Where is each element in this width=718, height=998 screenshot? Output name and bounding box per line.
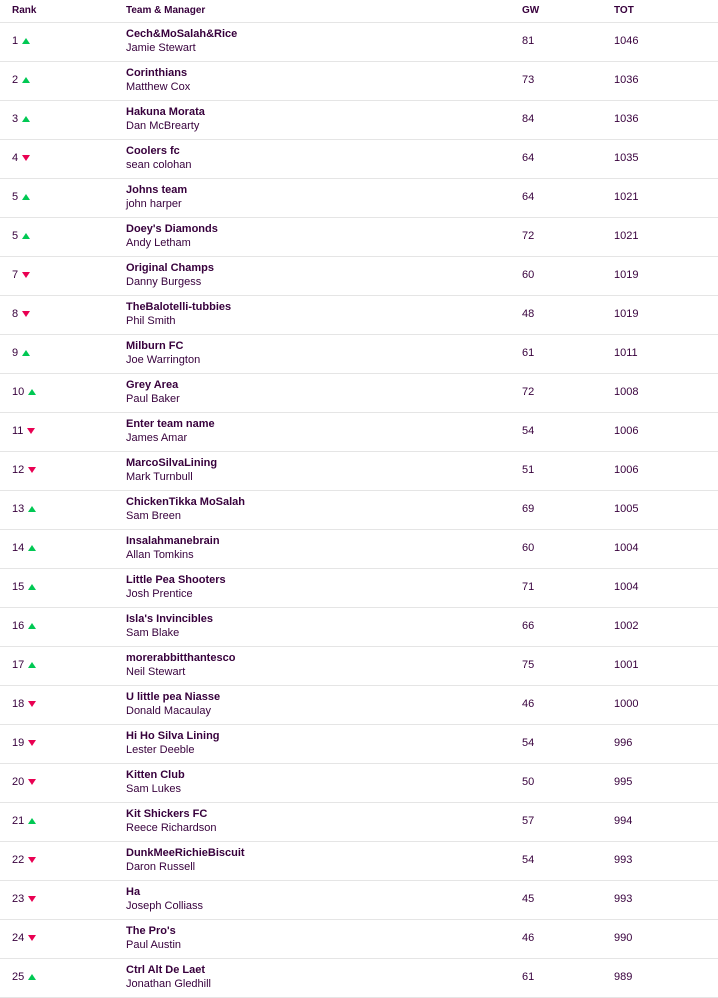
total-points: 1002 <box>614 620 639 632</box>
total-points: 1000 <box>614 698 639 710</box>
table-row[interactable] <box>0 140 718 179</box>
total-points: 1036 <box>614 74 639 86</box>
table-row[interactable] <box>0 374 718 413</box>
rank-number: 12 <box>12 464 25 476</box>
table-row[interactable] <box>0 218 718 257</box>
table-row[interactable] <box>0 569 718 608</box>
rank-cell <box>12 620 36 632</box>
total-points: 996 <box>614 737 633 749</box>
gameweek-points: 60 <box>522 542 535 554</box>
gameweek-points: 45 <box>522 893 535 905</box>
rank-number: 22 <box>12 854 25 866</box>
total-points: 1046 <box>614 35 639 47</box>
rank-up-arrow-icon <box>28 974 36 980</box>
rank-cell <box>12 152 30 164</box>
total-points: 1036 <box>614 113 639 125</box>
total-points: 1035 <box>614 152 639 164</box>
rank-cell <box>12 971 36 983</box>
rank-number: 17 <box>12 659 25 671</box>
total-points: 1001 <box>614 659 639 671</box>
total-points: 1006 <box>614 425 639 437</box>
manager-name: James Amar <box>126 432 188 444</box>
team-name-link[interactable]: U little pea Niasse <box>126 691 221 703</box>
rank-number: 13 <box>12 503 25 515</box>
rank-up-arrow-icon <box>28 545 36 551</box>
rank-cell <box>12 191 30 203</box>
rank-cell <box>12 737 36 749</box>
gameweek-points: 73 <box>522 74 535 86</box>
gameweek-points: 75 <box>522 659 535 671</box>
gameweek-points: 57 <box>522 815 535 827</box>
gameweek-points: 46 <box>522 698 535 710</box>
rank-up-arrow-icon <box>22 77 30 83</box>
gameweek-points: 84 <box>522 113 535 125</box>
table-row[interactable] <box>0 881 718 920</box>
team-name-link[interactable]: morerabbitthantesco <box>126 652 236 664</box>
table-row[interactable] <box>0 491 718 530</box>
rank-cell <box>12 503 36 515</box>
rank-up-arrow-icon <box>28 389 36 395</box>
rank-cell <box>12 815 36 827</box>
total-points: 1019 <box>614 269 639 281</box>
rank-cell <box>12 581 36 593</box>
total-points: 990 <box>614 932 633 944</box>
table-row[interactable] <box>0 257 718 296</box>
manager-name: Donald Macaulay <box>126 705 211 717</box>
team-name-link[interactable]: Hakuna Morata <box>126 106 205 118</box>
manager-name: Sam Lukes <box>126 783 182 795</box>
team-name-link[interactable]: TheBalotelli-tubbies <box>126 301 232 313</box>
rank-column-header: Rank <box>12 5 37 16</box>
total-points: 1019 <box>614 308 639 320</box>
gameweek-points: 54 <box>522 737 535 749</box>
manager-name: Daron Russell <box>126 861 196 873</box>
table-row[interactable] <box>0 530 718 569</box>
total-points: 1021 <box>614 191 639 203</box>
team-name-link[interactable]: Hi Ho Silva Lining <box>126 730 220 742</box>
rank-down-arrow-icon <box>27 428 35 434</box>
total-points: 995 <box>614 776 633 788</box>
gameweek-points: 66 <box>522 620 535 632</box>
table-row[interactable] <box>0 452 718 491</box>
rank-number: 11 <box>12 425 24 437</box>
team-name-link[interactable]: Ctrl Alt De Laet <box>126 964 206 976</box>
rank-up-arrow-icon <box>28 506 36 512</box>
team-manager-column-header: Team & Manager <box>126 5 206 16</box>
table-row[interactable] <box>0 608 718 647</box>
team-name-link[interactable]: MarcoSilvaLining <box>126 457 218 469</box>
rank-up-arrow-icon <box>22 233 30 239</box>
rank-cell <box>12 698 36 710</box>
gameweek-points: 60 <box>522 269 535 281</box>
rank-number: 18 <box>12 698 25 710</box>
team-name-link[interactable]: Cech&MoSalah&Rice <box>126 28 238 40</box>
gameweek-points: 64 <box>522 191 535 203</box>
team-name-link[interactable]: The Pro's <box>126 925 176 937</box>
rank-down-arrow-icon <box>22 272 30 278</box>
rank-down-arrow-icon <box>28 935 36 941</box>
rank-up-arrow-icon <box>22 116 30 122</box>
manager-name: Lester Deeble <box>126 744 195 756</box>
rank-up-arrow-icon <box>28 623 36 629</box>
rank-number: 8 <box>12 308 19 320</box>
rank-cell <box>12 464 36 476</box>
rank-number: 16 <box>12 620 25 632</box>
rank-cell <box>12 932 36 944</box>
team-name-link[interactable]: Milburn FC <box>126 340 184 352</box>
gameweek-points: 54 <box>522 854 535 866</box>
team-name-link[interactable]: Original Champs <box>126 262 215 274</box>
rank-number: 21 <box>12 815 25 827</box>
rank-number: 20 <box>12 776 25 788</box>
table-row[interactable] <box>0 23 718 62</box>
gameweek-points: 50 <box>522 776 535 788</box>
table-row[interactable] <box>0 686 718 725</box>
gameweek-points: 54 <box>522 425 535 437</box>
rank-number: 5 <box>12 230 19 242</box>
gameweek-points: 69 <box>522 503 535 515</box>
team-name-link[interactable]: Kit Shickers FC <box>126 808 208 820</box>
rank-number: 25 <box>12 971 25 983</box>
team-name-link[interactable]: Grey Area <box>126 379 179 391</box>
table-row[interactable] <box>0 920 718 959</box>
team-name-link[interactable]: Coolers fc <box>126 145 180 157</box>
rank-cell <box>12 347 30 359</box>
rank-cell <box>12 386 36 398</box>
gameweek-points: 72 <box>522 386 535 398</box>
rank-down-arrow-icon <box>22 155 30 161</box>
rank-number: 15 <box>12 581 25 593</box>
table-row[interactable] <box>0 647 718 686</box>
team-name-link[interactable]: Ha <box>126 886 141 898</box>
manager-name: Joseph Colliass <box>126 900 204 912</box>
team-name-link[interactable]: Insalahmanebrain <box>126 535 220 547</box>
table-row[interactable] <box>0 959 718 998</box>
gameweek-points: 64 <box>522 152 535 164</box>
rank-up-arrow-icon <box>28 818 36 824</box>
rank-cell <box>12 230 30 242</box>
manager-name: Sam Blake <box>126 627 180 639</box>
team-name-link[interactable]: Isla's Invincibles <box>126 613 213 625</box>
rank-cell <box>12 308 30 320</box>
total-points: 993 <box>614 893 633 905</box>
rank-number: 7 <box>12 269 19 281</box>
rank-cell <box>12 35 30 47</box>
table-row[interactable] <box>0 179 718 218</box>
rank-up-arrow-icon <box>28 662 36 668</box>
gameweek-points: 72 <box>522 230 535 242</box>
team-name-link[interactable]: ChickenTikka MoSalah <box>126 496 246 508</box>
table-row[interactable] <box>0 62 718 101</box>
total-points: 1008 <box>614 386 639 398</box>
total-points: 1006 <box>614 464 639 476</box>
gameweek-points: 51 <box>522 464 535 476</box>
rank-cell <box>12 269 30 281</box>
manager-name: Allan Tomkins <box>126 549 194 561</box>
table-row[interactable] <box>0 725 718 764</box>
manager-name: sean colohan <box>126 159 192 171</box>
rank-number: 5 <box>12 191 19 203</box>
manager-name: Dan McBrearty <box>126 120 200 132</box>
total-points: 1011 <box>614 347 638 359</box>
rank-number: 1 <box>12 35 19 47</box>
manager-name: Jamie Stewart <box>126 42 196 54</box>
table-row[interactable] <box>0 296 718 335</box>
team-name-link[interactable]: Doey's Diamonds <box>126 223 218 235</box>
rank-down-arrow-icon <box>28 896 36 902</box>
team-name-link[interactable]: DunkMeeRichieBiscuit <box>126 847 245 859</box>
gw-column-header: GW <box>522 5 540 16</box>
table-row[interactable] <box>0 335 718 374</box>
gameweek-points: 61 <box>522 971 535 983</box>
manager-name: Phil Smith <box>126 315 176 327</box>
rank-up-arrow-icon <box>22 350 30 356</box>
team-name-link[interactable]: Little Pea Shooters <box>126 574 226 586</box>
team-name-link[interactable]: Johns team <box>126 184 188 196</box>
team-name-link[interactable]: Enter team name <box>126 418 215 430</box>
total-points: 1021 <box>614 230 639 242</box>
total-points: 994 <box>614 815 633 827</box>
gameweek-points: 71 <box>522 581 535 593</box>
rank-number: 23 <box>12 893 25 905</box>
table-row[interactable] <box>0 413 718 452</box>
gameweek-points: 46 <box>522 932 535 944</box>
rank-down-arrow-icon <box>28 740 36 746</box>
rank-down-arrow-icon <box>28 857 36 863</box>
table-body <box>0 23 718 998</box>
rank-cell <box>12 113 30 125</box>
manager-name: Reece Richardson <box>126 822 217 834</box>
total-points: 1004 <box>614 581 639 593</box>
table-row[interactable] <box>0 803 718 842</box>
total-points: 993 <box>614 854 633 866</box>
rank-up-arrow-icon <box>28 584 36 590</box>
gameweek-points: 48 <box>522 308 535 320</box>
rank-down-arrow-icon <box>22 311 30 317</box>
rank-cell <box>12 659 36 671</box>
total-points: 1005 <box>614 503 639 515</box>
manager-name: Danny Burgess <box>126 276 202 288</box>
manager-name: Andy Letham <box>126 237 191 249</box>
rank-number: 9 <box>12 347 19 359</box>
rank-cell <box>12 74 30 86</box>
rank-number: 4 <box>12 152 19 164</box>
gameweek-points: 61 <box>522 347 535 359</box>
manager-name: Paul Austin <box>126 939 182 951</box>
rank-up-arrow-icon <box>22 194 30 200</box>
rank-down-arrow-icon <box>28 467 36 473</box>
rank-number: 3 <box>12 113 19 125</box>
rank-up-arrow-icon <box>22 38 30 44</box>
team-name-link[interactable]: Kitten Club <box>126 769 185 781</box>
table-row[interactable] <box>0 101 718 140</box>
gameweek-points: 81 <box>522 35 535 47</box>
rank-number: 10 <box>12 386 25 398</box>
table-row[interactable] <box>0 842 718 881</box>
rank-cell <box>12 425 35 437</box>
tot-column-header: TOT <box>614 5 634 16</box>
manager-name: Matthew Cox <box>126 81 191 93</box>
manager-name: Joe Warrington <box>126 354 201 366</box>
team-name-link[interactable]: Corinthians <box>126 67 188 79</box>
table-header <box>0 0 718 23</box>
manager-name: Jonathan Gledhill <box>126 978 212 990</box>
rank-cell <box>12 893 36 905</box>
rank-down-arrow-icon <box>28 701 36 707</box>
rank-cell <box>12 854 36 866</box>
manager-name: Neil Stewart <box>126 666 186 678</box>
table-row[interactable] <box>0 764 718 803</box>
rank-number: 19 <box>12 737 25 749</box>
rank-cell <box>12 542 36 554</box>
rank-down-arrow-icon <box>28 779 36 785</box>
manager-name: Paul Baker <box>126 393 180 405</box>
rank-number: 2 <box>12 74 19 86</box>
total-points: 1004 <box>614 542 639 554</box>
total-points: 989 <box>614 971 633 983</box>
manager-name: Mark Turnbull <box>126 471 193 483</box>
rank-cell <box>12 776 36 788</box>
manager-name: Josh Prentice <box>126 588 193 600</box>
rank-number: 14 <box>12 542 25 554</box>
rank-number: 24 <box>12 932 25 944</box>
manager-name: john harper <box>126 198 182 210</box>
manager-name: Sam Breen <box>126 510 182 522</box>
